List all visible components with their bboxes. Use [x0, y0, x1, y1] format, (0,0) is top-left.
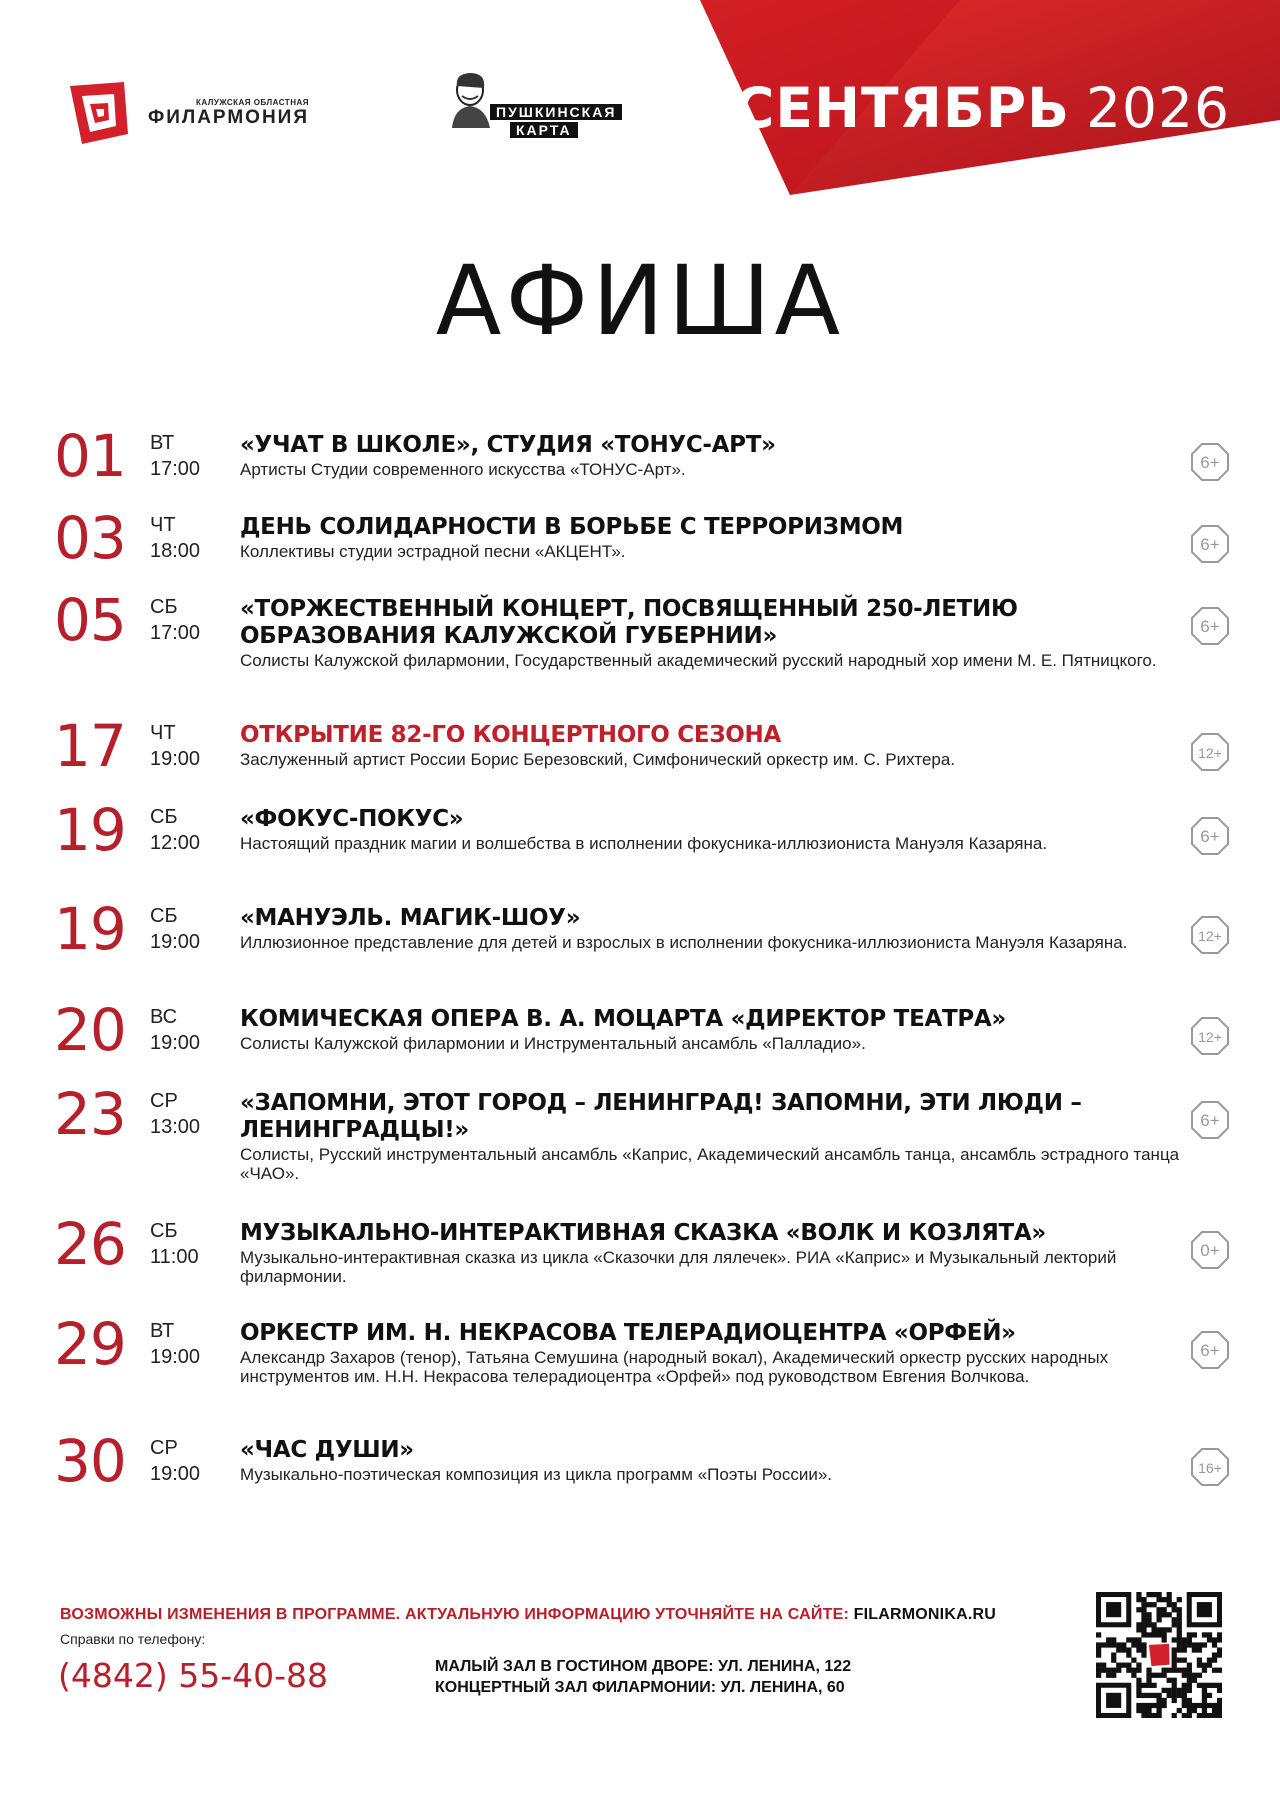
event-title[interactable]: КОМИЧЕСКАЯ ОПЕРА В. А. МОЦАРТА «ДИРЕКТОР ТЕАТРА»	[240, 1006, 1006, 1032]
event-weekday: ВС	[150, 1006, 178, 1028]
phone-number[interactable]: (4842) 55-40-88	[58, 1656, 329, 1695]
pushkin-card-logo[interactable]	[440, 68, 660, 138]
event-day: 20	[54, 996, 126, 1064]
year: 2026	[1086, 76, 1230, 140]
event-title[interactable]: «ТОРЖЕСТВЕННЫЙ КОНЦЕРТ, ПОСВЯЩЕННЫЙ 250-ЛЕТИЮ ОБРАЗОВАНИЯ КАЛУЖСКОЙ ГУБЕРНИИ»	[240, 596, 1018, 649]
month: СЕНТЯБРЬ	[734, 76, 1071, 140]
logo-subtitle: КАЛУЖСКАЯ ОБЛАСТНАЯ	[195, 97, 309, 107]
event-title[interactable]: ОРКЕСТР ИМ. Н. НЕКРАСОВА ТЕЛЕРАДИОЦЕНТРА «ОРФЕЙ»	[240, 1320, 1016, 1346]
event-day: 05	[54, 586, 126, 654]
event-description: Солисты, Русский инструментальный ансамбль «Каприс, Академический ансамбль танца, ансамбль эстрадного танца «ЧАО».	[240, 1145, 1180, 1183]
event-weekday: СР	[150, 1090, 178, 1112]
address-small-hall: МАЛЫЙ ЗАЛ В ГОСТИНОМ ДВОРЕ: УЛ. ЛЕНИНА, 122	[435, 1658, 852, 1675]
age-rating-text: 6+	[1200, 827, 1220, 846]
age-rating-badge	[1190, 524, 1230, 564]
event-day: 19	[54, 796, 126, 864]
event-description: Коллективы студии эстрадной песни «АКЦЕНТ».	[240, 542, 626, 561]
event-description: Артисты Студии современного искусства «ТОНУС-Арт».	[240, 460, 686, 479]
event-weekday: ВТ	[150, 1320, 175, 1342]
event-title[interactable]: ДЕНЬ СОЛИДАРНОСТИ В БОРЬБЕ С ТЕРРОРИЗМОМ	[240, 514, 904, 540]
philharmonic-logo[interactable]	[62, 78, 309, 148]
age-rating-text: 6+	[1200, 453, 1220, 472]
age-rating-badge	[1190, 442, 1230, 482]
event-time: 11:00	[150, 1246, 199, 1268]
event-time: 19:00	[150, 1346, 201, 1368]
pushkin-line1: ПУШКИНСКАЯ	[490, 104, 622, 120]
philharmonic-emblem-icon	[62, 78, 132, 148]
age-rating-badge	[1190, 1330, 1230, 1370]
age-rating-text: 12+	[1198, 928, 1222, 944]
event-weekday: ВТ	[150, 432, 175, 454]
event-description: Иллюзионное представление для детей и взрослых в исполнении фокусника-иллюзиониста Мануэля Казаряна.	[240, 933, 1128, 952]
event-day: 30	[54, 1427, 126, 1495]
address-concert-hall: КОНЦЕРТНЫЙ ЗАЛ ФИЛАРМОНИИ: УЛ. ЛЕНИНА, 60	[435, 1679, 845, 1696]
event-time: 18:00	[150, 540, 201, 562]
footer-note	[60, 1606, 996, 1624]
age-rating-badge	[1190, 1016, 1230, 1056]
event-weekday: ЧТ	[150, 514, 176, 536]
event-title[interactable]: «ФОКУС-ПОКУС»	[240, 806, 464, 832]
event-day: 23	[54, 1080, 126, 1148]
age-rating-text: 6+	[1200, 1111, 1220, 1130]
age-rating-text: 12+	[1198, 1029, 1222, 1045]
event-weekday: СБ	[150, 596, 178, 618]
event-description: Музыкально-интерактивная сказка из цикла «Сказочки для лялечек». РИА «Каприс» и Музыкальный лекторий филармонии.	[240, 1248, 1117, 1286]
event-title[interactable]: «ЧАС ДУШИ»	[240, 1437, 414, 1463]
event-title[interactable]: «МАНУЭЛЬ. МАГИК-ШОУ»	[240, 905, 581, 931]
event-weekday: СБ	[150, 905, 178, 927]
website-link[interactable]: FILARMONIKA.RU	[853, 1606, 996, 1623]
event-time: 19:00	[150, 1032, 201, 1054]
page-title: АФИША	[435, 245, 845, 357]
event-title[interactable]: МУЗЫКАЛЬНО-ИНТЕРАКТИВНАЯ СКАЗКА «ВОЛК И КОЗЛЯТА»	[240, 1220, 1046, 1246]
event-weekday: СБ	[150, 806, 178, 828]
phone-label: Справки по телефону:	[60, 1631, 206, 1647]
age-rating-badge	[1190, 915, 1230, 955]
event-description: Настоящий праздник магии и волшебства в исполнении фокусника-иллюзиониста Мануэля Казаряна.	[240, 834, 1048, 853]
event-day: 29	[54, 1310, 126, 1378]
age-rating-badge	[1190, 606, 1230, 646]
event-description: Александр Захаров (тенор), Татьяна Семушина (народный вокал), Академический оркестр русских народных инструментов им. Н.Н. Некрасова телерадиоцентра «Орфей» под руководством Евгения Волчкова.	[240, 1348, 1109, 1386]
age-rating-text: 6+	[1200, 1341, 1220, 1360]
pushkin-line2: КАРТА	[510, 122, 578, 138]
age-rating-text: 6+	[1200, 617, 1220, 636]
age-rating-text: 12+	[1198, 745, 1222, 761]
age-rating-badge	[1190, 732, 1230, 772]
event-time: 17:00	[150, 458, 201, 480]
event-weekday: СБ	[150, 1220, 178, 1242]
age-rating-text: 6+	[1200, 535, 1220, 554]
event-time: 12:00	[150, 832, 201, 854]
event-title[interactable]: «УЧАТ В ШКОЛЕ», СТУДИЯ «ТОНУС-АРТ»	[240, 432, 776, 458]
age-rating-badge	[1190, 816, 1230, 856]
event-weekday: СР	[150, 1437, 178, 1459]
event-time: 19:00	[150, 748, 201, 770]
event-time: 17:00	[150, 622, 201, 644]
qr-code-icon[interactable]	[1096, 1592, 1222, 1718]
event-day: 01	[54, 422, 126, 490]
event-weekday: ЧТ	[150, 722, 176, 744]
footer-note-text: ВОЗМОЖНЫ ИЗМЕНЕНИЯ В ПРОГРАММЕ. АКТУАЛЬНУЮ ИНФОРМАЦИЮ УТОЧНЯЙТЕ НА САЙТЕ:	[60, 1606, 849, 1623]
event-day: 19	[54, 895, 126, 963]
age-rating-text: 0+	[1200, 1241, 1220, 1260]
event-description: Музыкально-поэтическая композиция из цикла программ «Поэты России».	[240, 1465, 833, 1484]
event-time: 19:00	[150, 1463, 201, 1485]
venue-addresses	[435, 1656, 851, 1698]
event-time: 19:00	[150, 931, 201, 953]
event-title[interactable]: ОТКРЫТИЕ 82-ГО КОНЦЕРТНОГО СЕЗОНА	[240, 722, 781, 748]
event-description: Солисты Калужской филармонии и Инструментальный ансамбль «Палладио».	[240, 1034, 866, 1053]
age-rating-text: 16+	[1198, 1460, 1222, 1476]
logo-title: ФИЛАРМОНИЯ	[148, 106, 309, 128]
event-day: 17	[54, 712, 126, 780]
event-description: Солисты Калужской филармонии, Государственный академический русский народный хор имени М. Е. Пятницкого.	[240, 651, 1157, 670]
event-description: Заслуженный артист России Борис Березовский, Симфонический оркестр им. С. Рихтера.	[240, 750, 956, 769]
event-time: 13:00	[150, 1116, 201, 1138]
event-day: 03	[54, 504, 126, 572]
age-rating-badge	[1190, 1230, 1230, 1270]
age-rating-badge	[1190, 1100, 1230, 1140]
month-title	[734, 76, 1230, 140]
event-day: 26	[54, 1210, 126, 1278]
age-rating-badge	[1190, 1447, 1230, 1487]
event-title[interactable]: «ЗАПОМНИ, ЭТОТ ГОРОД – ЛЕНИНГРАД! ЗАПОМНИ, ЭТИ ЛЮДИ – ЛЕНИНГРАДЦЫ!»	[240, 1090, 1082, 1143]
